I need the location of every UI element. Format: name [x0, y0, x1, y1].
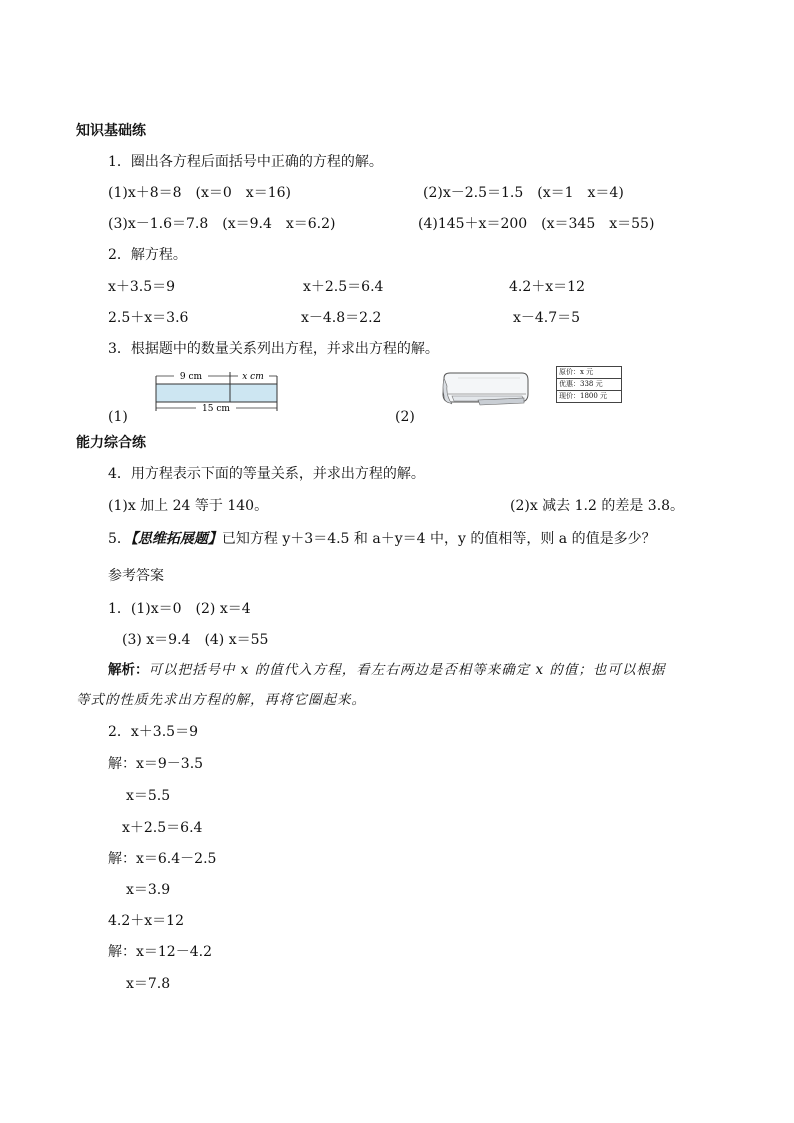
- segment-right-label: x cm: [242, 372, 264, 382]
- question-5-text: 已知方程 y＋3＝4.5 和 a＋y＝4 中，y 的值相等，则 a 的值是多少？: [221, 531, 656, 547]
- price-current: 现价：1800 元: [557, 390, 621, 402]
- question-1-item-1: (1)x＋8＝8 (x＝0 x＝16): [108, 185, 291, 201]
- question-1-stem: 1．圈出各方程后面括号中正确的方程的解。: [108, 154, 383, 170]
- question-2-equation-5: x－4.8＝2.2: [301, 310, 382, 326]
- question-4-item-2: (2)x 减去 1.2 的差是 3.8。: [510, 498, 685, 514]
- question-3-stem: 3．根据题中的数量关系列出方程，并求出方程的解。: [108, 341, 439, 357]
- question-1-item-3: (3)x－1.6＝7.8 (x＝9.4 x＝6.2): [108, 216, 336, 232]
- question-5-tag: 【思维拓展题】: [130, 531, 222, 547]
- segment-diagram: [150, 364, 285, 420]
- air-conditioner-image: [438, 370, 530, 412]
- section-title-basic: 知识基础练: [76, 123, 146, 139]
- answer-2-line-9: x＝7.8: [126, 976, 171, 992]
- answer-2-line-8: 解：x＝12－4.2: [108, 944, 212, 960]
- price-discount: 优惠：338 元: [557, 378, 621, 390]
- analysis-label: 解析：: [108, 662, 149, 678]
- answer-2-line-7: 4.2＋x＝12: [108, 913, 184, 929]
- segment-left-label: 9 cm: [179, 372, 203, 382]
- question-1-item-2: (2)x－2.5＝1.5 (x＝1 x＝4): [423, 185, 624, 201]
- question-5-number: 5．: [108, 531, 131, 547]
- analysis-text-1: 可以把括号中 x 的值代入方程，看左右两边是否相等来确定 x 的值；也可以根据: [148, 662, 666, 678]
- question-4-item-1: (1)x 加上 24 等于 140。: [108, 498, 269, 514]
- analysis-line-2: 等式的性质先求出方程的解，再将它圈起来。: [76, 692, 366, 708]
- question-2-equation-3: 4.2＋x＝12: [509, 279, 585, 295]
- question-2-equation-4: 2.5＋x＝3.6: [108, 310, 189, 326]
- question-2-stem: 2．解方程。: [108, 247, 187, 263]
- answer-2-line-5: 解：x＝6.4－2.5: [108, 851, 217, 867]
- answer-2-line-3: x＝5.5: [126, 788, 171, 804]
- question-2-equation-1: x＋3.5＝9: [108, 279, 176, 295]
- analysis-line-1: [108, 661, 665, 679]
- answer-2-line-2: 解：x＝9－3.5: [108, 756, 204, 772]
- answer-2-line-6: x＝3.9: [126, 882, 171, 898]
- answer-1-line-2: (3) x＝9.4 (4) x＝55: [122, 632, 269, 648]
- question-2-equation-6: x－4.7＝5: [513, 310, 581, 326]
- question-3-label-2: (2): [395, 409, 415, 425]
- answers-title: 参考答案: [108, 568, 164, 584]
- question-5: [108, 530, 656, 548]
- answer-2-line-1: 2．x＋3.5＝9: [108, 724, 198, 740]
- question-2-equation-2: x＋2.5＝6.4: [303, 279, 384, 295]
- segment-total-label: 15 cm: [202, 404, 230, 414]
- question-4-stem: 4．用方程表示下面的等量关系，并求出方程的解。: [108, 466, 425, 482]
- answer-2-line-4: x＋2.5＝6.4: [122, 820, 203, 836]
- answer-1-line-1: 1．(1)x＝0 (2) x＝4: [108, 601, 251, 617]
- question-3-label-1: (1): [108, 409, 128, 425]
- price-tag: [556, 366, 622, 403]
- section-title-ability: 能力综合练: [76, 435, 146, 451]
- question-1-item-4: (4)145＋x＝200 (x＝345 x＝55): [418, 216, 655, 232]
- price-original: 原价：x 元: [559, 368, 594, 376]
